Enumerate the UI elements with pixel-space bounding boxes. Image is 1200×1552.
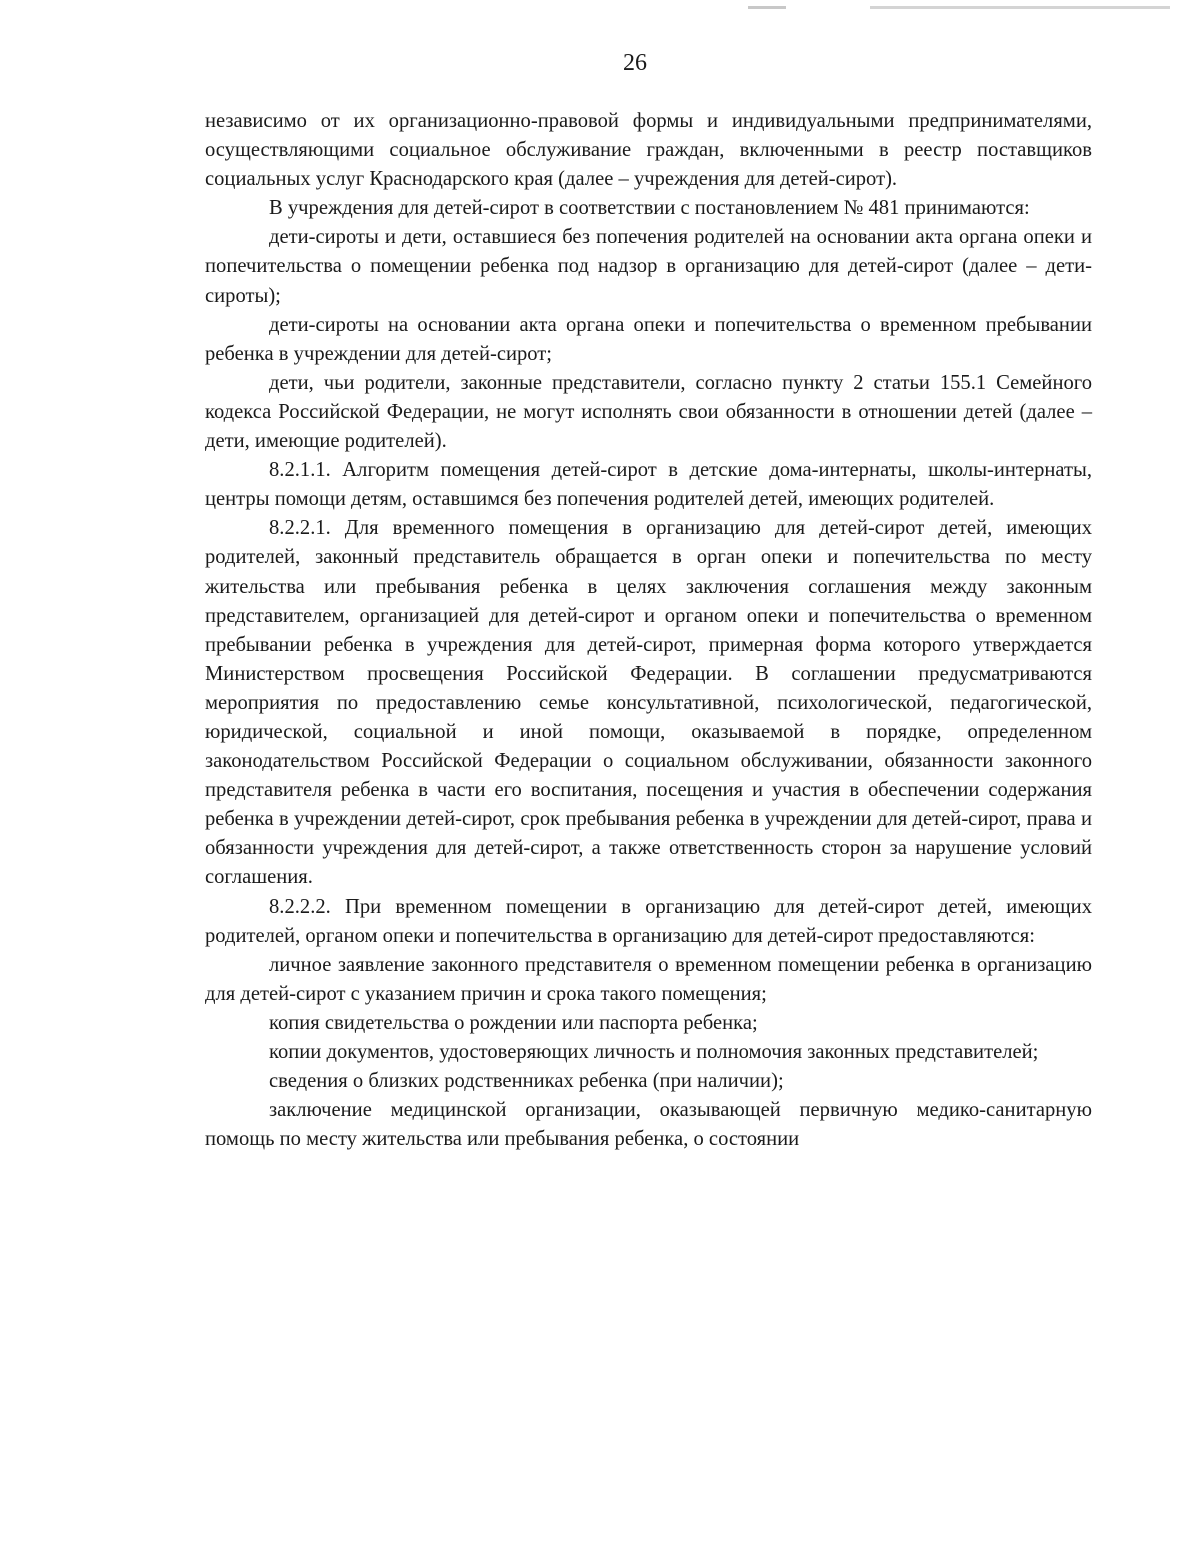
paragraph-list-item: личное заявление законного представителя о временном помещении ребенка в организацию для детей-сирот с указанием причин и срока такого помещения; bbox=[205, 953, 1092, 1005]
paragraph-list-item: копия свидетельства о рождении или паспорта ребенка; bbox=[269, 1011, 758, 1034]
document-body bbox=[205, 107, 1092, 1154]
paragraph: В учреждения для детей-сирот в соответствии с постановлением № 481 принимаются: bbox=[269, 197, 1030, 220]
paragraph-continuation: независимо от их организационно-правовой формы и индивидуальными предпринимателями, осуществляющими социальное обслуживание граждан, включенными в реестр поставщиков социальных услуг Краснодарского края (далее – учреждения для детей-сирот). bbox=[205, 110, 1092, 191]
paragraph-section: 8.2.2.1. Для временного помещения в организацию для детей-сирот детей, имеющих родителей, законный представитель обращается в орган опеки и попечительства по месту жительства или пребывания ребенка в целях заключения соглашения между законным представителем, организацией для детей-сирот и органом опеки и попечительства о временном пребывании ребенка в учреждения для детей-сирот, примерная форма которого утверждается Министерством просвещения Российской Федерации. В соглашении предусматриваются мероприятия по предоставлению семье консультативной, психологической, педагогической, юридической, социальной и иной помощи, оказываемой в порядке, определенном законодательством Российской Федерации о социальном обслуживании, обязанности законного представителя ребенка в части его воспитания, посещения и участия в обеспечении содержания ребенка в учреждении детей-сирот, срок пребывания ребенка в учреждении для детей-сирот, права и обязанности учреждения для детей-сирот, а также ответственность сторон за нарушение условий соглашения. bbox=[205, 517, 1092, 889]
paragraph-section: 8.2.1.1. Алгоритм помещения детей-сирот в детские дома-интернаты, школы-интернаты, центры помощи детям, оставшимся без попечения родителей детей, имеющих родителей. bbox=[205, 459, 1092, 511]
paragraph-list-item: дети-сироты на основании акта органа опеки и попечительства о временном пребывании ребенка в учреждении для детей-сирот; bbox=[205, 313, 1092, 365]
paragraph-list-item: дети, чьи родители, законные представители, согласно пункту 2 статьи 155.1 Семейного кодекса Российской Федерации, не могут исполнять свои обязанности в отношении детей (далее – дети, имеющие родителей). bbox=[205, 371, 1092, 453]
paragraph-list-item: копии документов, удостоверяющих личность и полномочия законных представителей; bbox=[269, 1041, 1039, 1063]
paragraph-list-item: дети-сироты и дети, оставшиеся без попечения родителей на основании акта органа опеки и попечительства о помещении ребенка под надзор в организацию для детей-сирот (далее – дети-сироты); bbox=[205, 226, 1092, 307]
paragraph-list-item: сведения о близких родственниках ребенка (при наличии); bbox=[269, 1070, 784, 1093]
paragraph-section: 8.2.2.2. При временном помещении в организацию для детей-сирот детей, имеющих родителей, органом опеки и попечительства в организацию для детей-сирот предоставляются: bbox=[205, 895, 1092, 947]
scan-artifact bbox=[870, 6, 1170, 9]
scan-artifact bbox=[748, 6, 786, 9]
paragraph-list-item: заключение медицинской организации, оказывающей первичную медико-санитарную помощь по месту жительства или пребывания ребенка, о состоянии bbox=[205, 1099, 1092, 1151]
page-number: 26 bbox=[623, 50, 647, 76]
